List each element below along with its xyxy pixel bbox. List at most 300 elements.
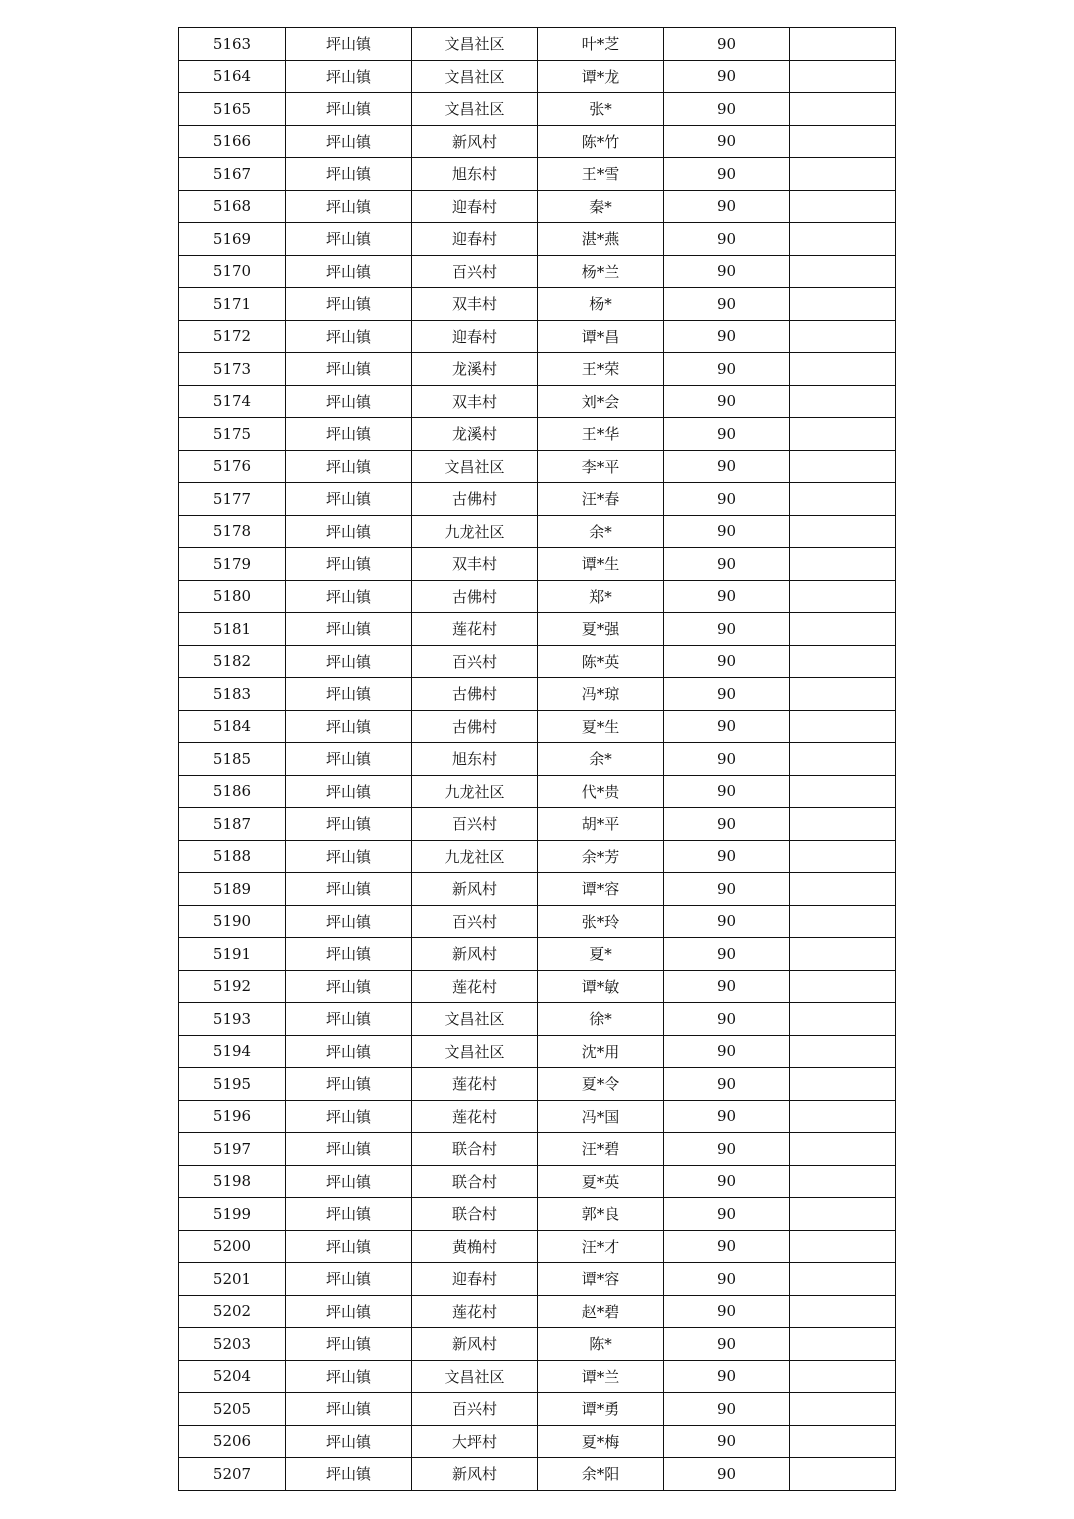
village-cell: 文昌社区	[412, 1360, 538, 1393]
amount-cell: 90	[664, 873, 790, 906]
name-cell: 汪*春	[538, 483, 664, 516]
table-row	[179, 1068, 896, 1101]
town-cell: 坪山镇	[286, 125, 412, 158]
name-cell: 沈*用	[538, 1035, 664, 1068]
row-number-cell: 5168	[179, 190, 286, 223]
amount-cell: 90	[664, 580, 790, 613]
village-cell: 莲花村	[412, 1100, 538, 1133]
note-cell	[790, 775, 896, 808]
name-cell: 夏*英	[538, 1165, 664, 1198]
town-cell: 坪山镇	[286, 1328, 412, 1361]
row-number-cell: 5176	[179, 450, 286, 483]
row-number-cell: 5198	[179, 1165, 286, 1198]
village-cell: 百兴村	[412, 255, 538, 288]
town-cell: 坪山镇	[286, 678, 412, 711]
table-row	[179, 1295, 896, 1328]
name-cell: 汪*碧	[538, 1133, 664, 1166]
note-cell	[790, 158, 896, 191]
town-cell: 坪山镇	[286, 1230, 412, 1263]
name-cell: 汪*才	[538, 1230, 664, 1263]
name-cell: 代*贵	[538, 775, 664, 808]
amount-cell: 90	[664, 1100, 790, 1133]
name-cell: 陈*英	[538, 645, 664, 678]
table-row	[179, 28, 896, 61]
village-cell: 双丰村	[412, 548, 538, 581]
village-cell: 迎春村	[412, 1263, 538, 1296]
amount-cell: 90	[664, 1425, 790, 1458]
amount-cell: 90	[664, 450, 790, 483]
village-cell: 百兴村	[412, 645, 538, 678]
name-cell: 夏*令	[538, 1068, 664, 1101]
note-cell	[790, 548, 896, 581]
name-cell: 刘*会	[538, 385, 664, 418]
table-row	[179, 158, 896, 191]
table-row	[179, 255, 896, 288]
town-cell: 坪山镇	[286, 1360, 412, 1393]
amount-cell: 90	[664, 93, 790, 126]
row-number-cell: 5181	[179, 613, 286, 646]
village-cell: 新风村	[412, 873, 538, 906]
town-cell: 坪山镇	[286, 743, 412, 776]
row-number-cell: 5188	[179, 840, 286, 873]
town-cell: 坪山镇	[286, 905, 412, 938]
town-cell: 坪山镇	[286, 158, 412, 191]
amount-cell: 90	[664, 158, 790, 191]
town-cell: 坪山镇	[286, 353, 412, 386]
row-number-cell: 5173	[179, 353, 286, 386]
table-row	[179, 808, 896, 841]
village-cell: 古佛村	[412, 483, 538, 516]
table-row	[179, 580, 896, 613]
town-cell: 坪山镇	[286, 320, 412, 353]
name-cell: 谭*生	[538, 548, 664, 581]
table-row	[179, 1393, 896, 1426]
table-row	[179, 1035, 896, 1068]
note-cell	[790, 743, 896, 776]
row-number-cell: 5182	[179, 645, 286, 678]
note-cell	[790, 1068, 896, 1101]
note-cell	[790, 1198, 896, 1231]
town-cell: 坪山镇	[286, 1295, 412, 1328]
name-cell: 夏*强	[538, 613, 664, 646]
note-cell	[790, 613, 896, 646]
table-row	[179, 840, 896, 873]
amount-cell: 90	[664, 1133, 790, 1166]
amount-cell: 90	[664, 1458, 790, 1491]
amount-cell: 90	[664, 1263, 790, 1296]
amount-cell: 90	[664, 320, 790, 353]
note-cell	[790, 1165, 896, 1198]
amount-cell: 90	[664, 28, 790, 61]
name-cell: 湛*燕	[538, 223, 664, 256]
note-cell	[790, 385, 896, 418]
name-cell: 夏*	[538, 938, 664, 971]
town-cell: 坪山镇	[286, 1425, 412, 1458]
name-cell: 叶*芝	[538, 28, 664, 61]
note-cell	[790, 905, 896, 938]
village-cell: 新风村	[412, 125, 538, 158]
name-cell: 谭*容	[538, 873, 664, 906]
village-cell: 联合村	[412, 1198, 538, 1231]
row-number-cell: 5180	[179, 580, 286, 613]
village-cell: 黄桷村	[412, 1230, 538, 1263]
village-cell: 迎春村	[412, 320, 538, 353]
amount-cell: 90	[664, 515, 790, 548]
note-cell	[790, 450, 896, 483]
town-cell: 坪山镇	[286, 548, 412, 581]
name-cell: 谭*敏	[538, 970, 664, 1003]
table-row	[179, 60, 896, 93]
town-cell: 坪山镇	[286, 1133, 412, 1166]
name-cell: 郑*	[538, 580, 664, 613]
note-cell	[790, 580, 896, 613]
amount-cell: 90	[664, 255, 790, 288]
amount-cell: 90	[664, 1230, 790, 1263]
amount-cell: 90	[664, 905, 790, 938]
village-cell: 双丰村	[412, 385, 538, 418]
amount-cell: 90	[664, 1393, 790, 1426]
row-number-cell: 5175	[179, 418, 286, 451]
village-cell: 九龙社区	[412, 515, 538, 548]
table-row	[179, 905, 896, 938]
row-number-cell: 5177	[179, 483, 286, 516]
row-number-cell: 5184	[179, 710, 286, 743]
village-cell: 文昌社区	[412, 1035, 538, 1068]
amount-cell: 90	[664, 1360, 790, 1393]
row-number-cell: 5170	[179, 255, 286, 288]
table-row	[179, 1165, 896, 1198]
row-number-cell: 5205	[179, 1393, 286, 1426]
note-cell	[790, 970, 896, 1003]
row-number-cell: 5190	[179, 905, 286, 938]
town-cell: 坪山镇	[286, 60, 412, 93]
town-cell: 坪山镇	[286, 1100, 412, 1133]
row-number-cell: 5196	[179, 1100, 286, 1133]
name-cell: 冯*国	[538, 1100, 664, 1133]
row-number-cell: 5185	[179, 743, 286, 776]
table-row	[179, 1458, 896, 1491]
village-cell: 百兴村	[412, 905, 538, 938]
note-cell	[790, 93, 896, 126]
town-cell: 坪山镇	[286, 840, 412, 873]
village-cell: 文昌社区	[412, 60, 538, 93]
table-row	[179, 1230, 896, 1263]
note-cell	[790, 418, 896, 451]
name-cell: 谭*容	[538, 1263, 664, 1296]
village-cell: 双丰村	[412, 288, 538, 321]
row-number-cell: 5172	[179, 320, 286, 353]
table-row	[179, 1100, 896, 1133]
town-cell: 坪山镇	[286, 1263, 412, 1296]
name-cell: 陈*	[538, 1328, 664, 1361]
name-cell: 余*	[538, 515, 664, 548]
name-cell: 王*雪	[538, 158, 664, 191]
amount-cell: 90	[664, 775, 790, 808]
table-row	[179, 743, 896, 776]
name-cell: 张*玲	[538, 905, 664, 938]
town-cell: 坪山镇	[286, 483, 412, 516]
note-cell	[790, 1230, 896, 1263]
amount-cell: 90	[664, 60, 790, 93]
note-cell	[790, 678, 896, 711]
amount-cell: 90	[664, 645, 790, 678]
note-cell	[790, 353, 896, 386]
town-cell: 坪山镇	[286, 515, 412, 548]
note-cell	[790, 1035, 896, 1068]
table-row	[179, 645, 896, 678]
row-number-cell: 5194	[179, 1035, 286, 1068]
table-row	[179, 775, 896, 808]
name-cell: 夏*生	[538, 710, 664, 743]
amount-cell: 90	[664, 1035, 790, 1068]
name-cell: 李*平	[538, 450, 664, 483]
table-row	[179, 190, 896, 223]
table-row	[179, 483, 896, 516]
note-cell	[790, 1133, 896, 1166]
town-cell: 坪山镇	[286, 1393, 412, 1426]
town-cell: 坪山镇	[286, 223, 412, 256]
town-cell: 坪山镇	[286, 938, 412, 971]
town-cell: 坪山镇	[286, 418, 412, 451]
note-cell	[790, 1003, 896, 1036]
name-cell: 王*华	[538, 418, 664, 451]
village-cell: 古佛村	[412, 580, 538, 613]
row-number-cell: 5183	[179, 678, 286, 711]
town-cell: 坪山镇	[286, 1035, 412, 1068]
name-cell: 谭*兰	[538, 1360, 664, 1393]
amount-cell: 90	[664, 385, 790, 418]
amount-cell: 90	[664, 970, 790, 1003]
note-cell	[790, 483, 896, 516]
table-row	[179, 320, 896, 353]
town-cell: 坪山镇	[286, 1003, 412, 1036]
amount-cell: 90	[664, 1198, 790, 1231]
town-cell: 坪山镇	[286, 450, 412, 483]
amount-cell: 90	[664, 1165, 790, 1198]
amount-cell: 90	[664, 613, 790, 646]
note-cell	[790, 320, 896, 353]
village-cell: 九龙社区	[412, 840, 538, 873]
table-row	[179, 873, 896, 906]
amount-cell: 90	[664, 125, 790, 158]
note-cell	[790, 1458, 896, 1491]
town-cell: 坪山镇	[286, 93, 412, 126]
note-cell	[790, 808, 896, 841]
town-cell: 坪山镇	[286, 1068, 412, 1101]
amount-cell: 90	[664, 223, 790, 256]
note-cell	[790, 1393, 896, 1426]
note-cell	[790, 938, 896, 971]
row-number-cell: 5186	[179, 775, 286, 808]
table-row	[179, 1263, 896, 1296]
row-number-cell: 5169	[179, 223, 286, 256]
amount-cell: 90	[664, 1003, 790, 1036]
village-cell: 文昌社区	[412, 28, 538, 61]
town-cell: 坪山镇	[286, 1165, 412, 1198]
village-cell: 新风村	[412, 938, 538, 971]
village-cell: 迎春村	[412, 190, 538, 223]
note-cell	[790, 1100, 896, 1133]
amount-cell: 90	[664, 190, 790, 223]
note-cell	[790, 515, 896, 548]
table-row	[179, 1425, 896, 1458]
amount-cell: 90	[664, 808, 790, 841]
table-row	[179, 385, 896, 418]
table-row	[179, 613, 896, 646]
village-cell: 新风村	[412, 1328, 538, 1361]
amount-cell: 90	[664, 418, 790, 451]
amount-cell: 90	[664, 288, 790, 321]
name-cell: 郭*良	[538, 1198, 664, 1231]
row-number-cell: 5199	[179, 1198, 286, 1231]
note-cell	[790, 873, 896, 906]
village-cell: 文昌社区	[412, 1003, 538, 1036]
row-number-cell: 5197	[179, 1133, 286, 1166]
village-cell: 九龙社区	[412, 775, 538, 808]
roster-table	[178, 27, 896, 1491]
name-cell: 赵*碧	[538, 1295, 664, 1328]
amount-cell: 90	[664, 938, 790, 971]
table-row	[179, 288, 896, 321]
amount-cell: 90	[664, 1328, 790, 1361]
town-cell: 坪山镇	[286, 288, 412, 321]
village-cell: 百兴村	[412, 1393, 538, 1426]
village-cell: 迎春村	[412, 223, 538, 256]
table-row	[179, 1360, 896, 1393]
village-cell: 新风村	[412, 1458, 538, 1491]
village-cell: 古佛村	[412, 710, 538, 743]
town-cell: 坪山镇	[286, 1198, 412, 1231]
row-number-cell: 5204	[179, 1360, 286, 1393]
amount-cell: 90	[664, 840, 790, 873]
village-cell: 古佛村	[412, 678, 538, 711]
roster-table-body	[179, 28, 896, 1491]
row-number-cell: 5202	[179, 1295, 286, 1328]
row-number-cell: 5167	[179, 158, 286, 191]
amount-cell: 90	[664, 1295, 790, 1328]
row-number-cell: 5166	[179, 125, 286, 158]
row-number-cell: 5195	[179, 1068, 286, 1101]
village-cell: 文昌社区	[412, 93, 538, 126]
name-cell: 杨*兰	[538, 255, 664, 288]
town-cell: 坪山镇	[286, 808, 412, 841]
row-number-cell: 5179	[179, 548, 286, 581]
row-number-cell: 5187	[179, 808, 286, 841]
village-cell: 莲花村	[412, 1068, 538, 1101]
row-number-cell: 5191	[179, 938, 286, 971]
name-cell: 张*	[538, 93, 664, 126]
name-cell: 余*芳	[538, 840, 664, 873]
row-number-cell: 5189	[179, 873, 286, 906]
village-cell: 龙溪村	[412, 418, 538, 451]
table-row	[179, 1003, 896, 1036]
row-number-cell: 5174	[179, 385, 286, 418]
note-cell	[790, 840, 896, 873]
name-cell: 胡*平	[538, 808, 664, 841]
amount-cell: 90	[664, 678, 790, 711]
row-number-cell: 5200	[179, 1230, 286, 1263]
row-number-cell: 5165	[179, 93, 286, 126]
name-cell: 谭*勇	[538, 1393, 664, 1426]
name-cell: 王*荣	[538, 353, 664, 386]
name-cell: 冯*琼	[538, 678, 664, 711]
table-row	[179, 970, 896, 1003]
note-cell	[790, 223, 896, 256]
name-cell: 余*阳	[538, 1458, 664, 1491]
village-cell: 联合村	[412, 1133, 538, 1166]
table-row	[179, 125, 896, 158]
village-cell: 旭东村	[412, 158, 538, 191]
note-cell	[790, 190, 896, 223]
table-row	[179, 93, 896, 126]
name-cell: 余*	[538, 743, 664, 776]
name-cell: 夏*梅	[538, 1425, 664, 1458]
note-cell	[790, 1263, 896, 1296]
village-cell: 莲花村	[412, 970, 538, 1003]
note-cell	[790, 288, 896, 321]
note-cell	[790, 1295, 896, 1328]
row-number-cell: 5164	[179, 60, 286, 93]
town-cell: 坪山镇	[286, 28, 412, 61]
village-cell: 文昌社区	[412, 450, 538, 483]
row-number-cell: 5163	[179, 28, 286, 61]
table-row	[179, 938, 896, 971]
name-cell: 谭*昌	[538, 320, 664, 353]
village-cell: 大坪村	[412, 1425, 538, 1458]
name-cell: 秦*	[538, 190, 664, 223]
note-cell	[790, 28, 896, 61]
table-row	[179, 548, 896, 581]
amount-cell: 90	[664, 483, 790, 516]
table-row	[179, 418, 896, 451]
note-cell	[790, 1328, 896, 1361]
name-cell: 徐*	[538, 1003, 664, 1036]
town-cell: 坪山镇	[286, 970, 412, 1003]
town-cell: 坪山镇	[286, 580, 412, 613]
town-cell: 坪山镇	[286, 613, 412, 646]
row-number-cell: 5206	[179, 1425, 286, 1458]
note-cell	[790, 1360, 896, 1393]
name-cell: 杨*	[538, 288, 664, 321]
table-row	[179, 1198, 896, 1231]
note-cell	[790, 645, 896, 678]
table-row	[179, 710, 896, 743]
village-cell: 百兴村	[412, 808, 538, 841]
town-cell: 坪山镇	[286, 710, 412, 743]
row-number-cell: 5171	[179, 288, 286, 321]
row-number-cell: 5178	[179, 515, 286, 548]
table-row	[179, 353, 896, 386]
table-row	[179, 515, 896, 548]
town-cell: 坪山镇	[286, 255, 412, 288]
amount-cell: 90	[664, 353, 790, 386]
note-cell	[790, 1425, 896, 1458]
table-row	[179, 678, 896, 711]
table-row	[179, 223, 896, 256]
amount-cell: 90	[664, 743, 790, 776]
town-cell: 坪山镇	[286, 385, 412, 418]
row-number-cell: 5193	[179, 1003, 286, 1036]
note-cell	[790, 710, 896, 743]
name-cell: 谭*龙	[538, 60, 664, 93]
town-cell: 坪山镇	[286, 775, 412, 808]
table-row	[179, 1133, 896, 1166]
town-cell: 坪山镇	[286, 645, 412, 678]
table-row	[179, 1328, 896, 1361]
town-cell: 坪山镇	[286, 190, 412, 223]
village-cell: 莲花村	[412, 1295, 538, 1328]
note-cell	[790, 60, 896, 93]
